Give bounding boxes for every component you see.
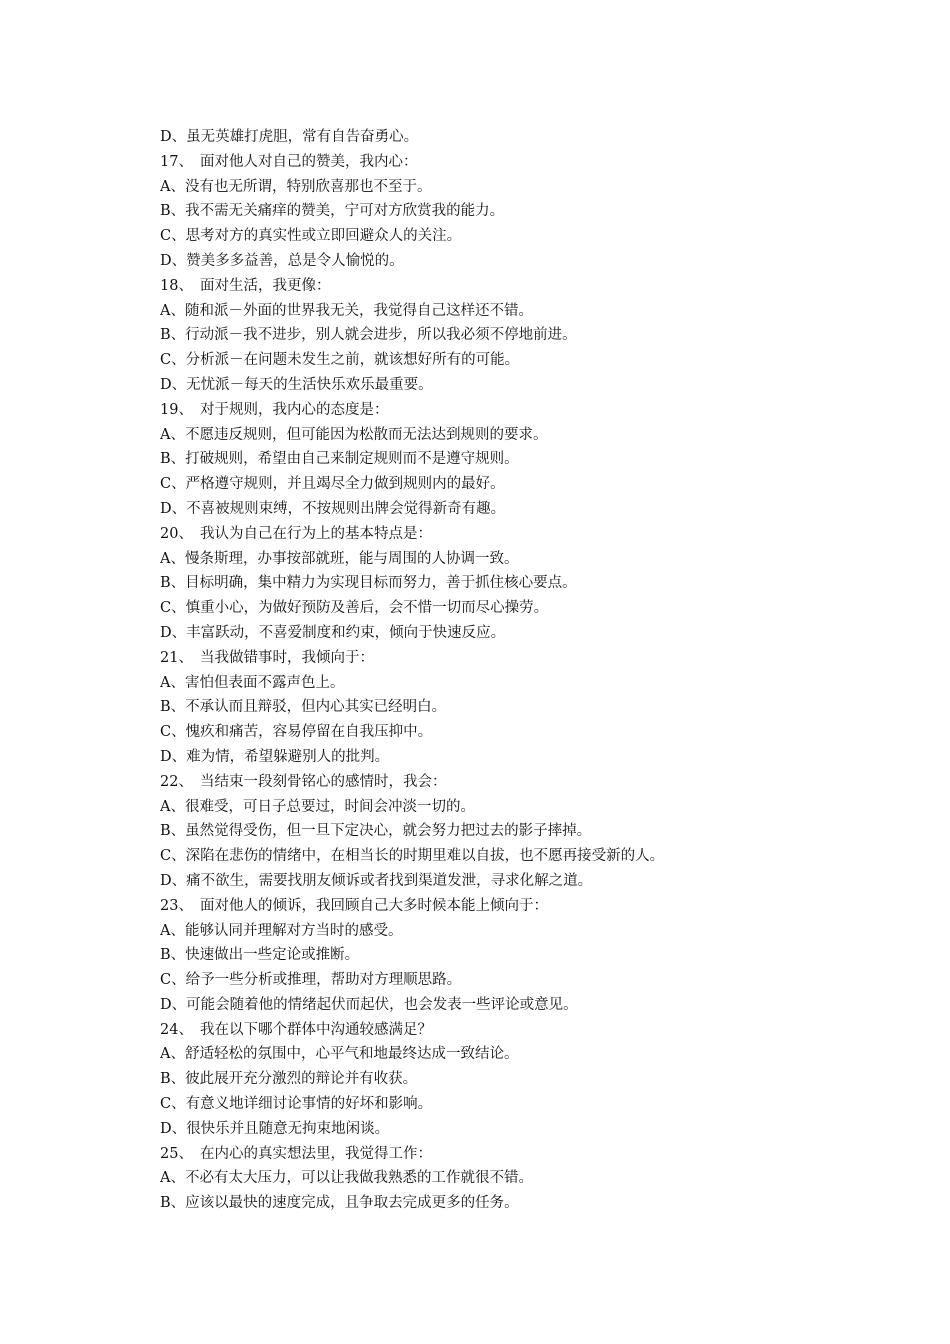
question-text: 当结束一段刻骨铭心的感情时，我会： xyxy=(200,773,447,790)
option-line: A、舒适轻松的氛围中，心平气和地最终达成一致结论。 xyxy=(160,1046,519,1063)
option-line: A、随和派－外面的世界我无关，我觉得自己这样还不错。 xyxy=(160,302,533,319)
question-number: 23、 xyxy=(160,897,193,914)
option-line: C、给予一些分析或推理，帮助对方理顺思路。 xyxy=(160,972,462,989)
option-line: C、深陷在悲伤的情绪中，在相当长的时期里难以自拔，也不愿再接受新的人。 xyxy=(160,848,665,865)
option-line: C、思考对方的真实性或立即回避众人的关注。 xyxy=(160,228,462,245)
questionnaire-body xyxy=(160,125,920,1216)
question-line xyxy=(160,1018,920,1043)
question-text: 我认为自己在行为上的基本特点是： xyxy=(200,525,432,542)
option-line: C、慎重小心，为做好预防及善后，会不惜一切而尽心操劳。 xyxy=(160,600,549,617)
question-number: 25、 xyxy=(160,1145,193,1162)
question-line xyxy=(160,522,920,547)
option-line: B、虽然觉得受伤，但一旦下定决心，就会努力把过去的影子摔掉。 xyxy=(160,823,592,840)
option-line: D、难为情，希望躲避别人的批判。 xyxy=(160,748,390,765)
question-text: 在内心的真实想法里，我觉得工作： xyxy=(200,1145,432,1162)
option-line: A、能够认同并理解对方当时的感受。 xyxy=(160,922,403,939)
question-number: 20、 xyxy=(160,525,193,542)
question-text: 我在以下哪个群体中沟通较感满足？ xyxy=(200,1021,432,1038)
question-text: 对于规则，我内心的态度是： xyxy=(200,401,389,418)
option-line: D、丰富跃动，不喜爱制度和约束，倾向于快速反应。 xyxy=(160,624,506,641)
option-line: A、害怕但表面不露声色上。 xyxy=(160,674,345,691)
question-text: 当我做错事时，我倾向于： xyxy=(200,649,374,666)
question-line xyxy=(160,1142,920,1167)
question-number: 17、 xyxy=(160,153,193,170)
option-line: C、严格遵守规则，并且竭尽全力做到规则内的最好。 xyxy=(160,476,505,493)
question-text: 面对他人的倾诉，我回顾自己大多时候本能上倾向于： xyxy=(200,897,548,914)
question-line xyxy=(160,150,920,175)
option-line: B、彼此展开充分激烈的辩论并有收获。 xyxy=(160,1071,418,1088)
question-line xyxy=(160,770,920,795)
option-line: A、没有也无所谓，特别欣喜那也不至于。 xyxy=(160,178,432,195)
question-line xyxy=(160,894,920,919)
option-line: D、无忧派－每天的生活快乐欢乐最重要。 xyxy=(160,376,433,393)
question-line xyxy=(160,398,920,423)
option-line: D、虽无英雄打虎胆，常有自告奋勇心。 xyxy=(160,129,419,145)
option-line: A、不愿违反规则，但可能因为松散而无法达到规则的要求。 xyxy=(160,426,548,443)
question-number: 22、 xyxy=(160,773,193,790)
question-number: 19、 xyxy=(160,401,193,418)
question-number: 21、 xyxy=(160,649,193,666)
question-text: 面对生活，我更像： xyxy=(200,277,331,294)
question-number: 18、 xyxy=(160,277,193,294)
question-number: 24、 xyxy=(160,1021,193,1038)
option-line: D、赞美多多益善，总是令人愉悦的。 xyxy=(160,252,404,269)
question-line xyxy=(160,274,920,299)
option-line: B、行动派－我不进步，别人就会进步，所以我必须不停地前进。 xyxy=(160,327,577,344)
option-line: A、不必有太大压力，可以让我做我熟悉的工作就很不错。 xyxy=(160,1170,533,1187)
option-line: B、打破规则，希望由自己来制定规则而不是遵守规则。 xyxy=(160,451,519,468)
option-line: D、很快乐并且随意无拘束地闲谈。 xyxy=(160,1120,390,1137)
option-line: C、愧疚和痛苦，容易停留在自我压抑中。 xyxy=(160,724,433,741)
option-line: D、可能会随着他的情绪起伏而起伏，也会发表一些评论或意见。 xyxy=(160,996,578,1013)
option-line: B、不承认而且辩驳，但内心其实已经明白。 xyxy=(160,699,447,716)
option-line: C、分析派－在问题未发生之前，就该想好所有的可能。 xyxy=(160,352,520,369)
option-line: D、不喜被规则束缚，不按规则出牌会觉得新奇有趣。 xyxy=(160,500,506,517)
option-line: B、应该以最快的速度完成，且争取去完成更多的任务。 xyxy=(160,1195,519,1212)
option-line: B、快速做出一些定论或推断。 xyxy=(160,947,360,964)
question-line xyxy=(160,646,920,671)
option-line: B、我不需无关痛痒的赞美，宁可对方欣赏我的能力。 xyxy=(160,203,505,220)
option-line: A、慢条斯理，办事按部就班，能与周围的人协调一致。 xyxy=(160,550,519,567)
option-line: C、有意义地详细讨论事情的好坏和影响。 xyxy=(160,1096,433,1113)
option-line: A、很难受，可日子总要过，时间会冲淡一切的。 xyxy=(160,798,475,815)
option-line: B、目标明确，集中精力为实现目标而努力，善于抓住核心要点。 xyxy=(160,575,577,592)
option-line: D、痛不欲生，需要找朋友倾诉或者找到渠道发泄，寻求化解之道。 xyxy=(160,872,593,889)
question-text: 面对他人对自己的赞美，我内心： xyxy=(200,153,418,170)
